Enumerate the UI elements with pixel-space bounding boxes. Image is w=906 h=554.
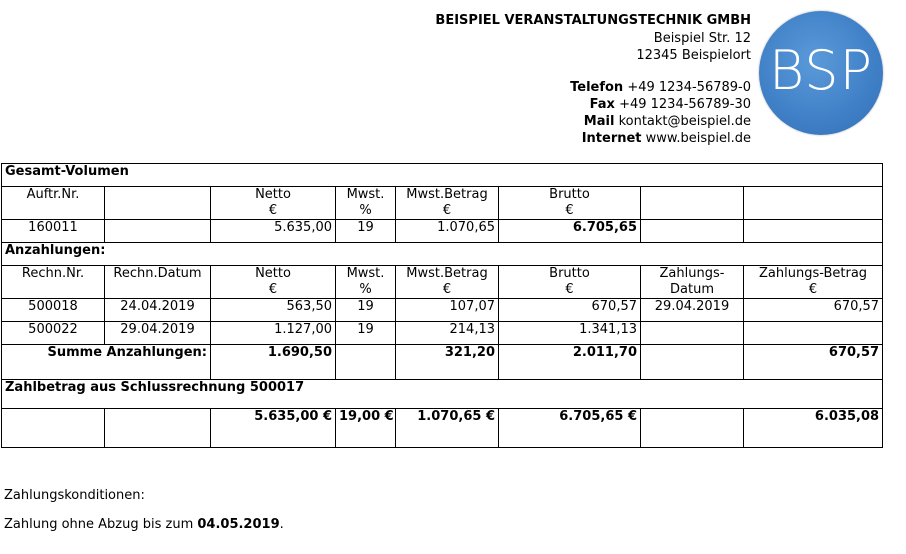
col-gross-label: Brutto — [549, 266, 590, 281]
mail-label: Mail — [583, 114, 615, 129]
net-cell: 563,50 — [211, 299, 336, 322]
table-row — [2, 322, 883, 345]
volume-data-row — [2, 220, 883, 243]
empty-cell — [744, 220, 883, 243]
col-vat-unit: % — [359, 282, 372, 297]
vat-cell: 19 — [336, 299, 396, 322]
col-pay-amount-unit: € — [808, 282, 818, 297]
empty-cell — [641, 187, 744, 220]
volume-header-row — [2, 187, 883, 220]
company-logo — [759, 11, 883, 135]
col-net-label: Netto — [255, 266, 291, 281]
col-vat-amount-unit: € — [442, 203, 452, 218]
vat-cell: 19 — [336, 322, 396, 345]
final-title-row — [2, 380, 883, 409]
col-vat-amount — [396, 187, 499, 220]
order-no-cell: 160011 — [2, 220, 105, 243]
phone-label: Telefon — [570, 80, 624, 95]
company-city: 12345 Beispielort — [636, 48, 751, 63]
invoice-date-cell: 29.04.2019 — [105, 322, 211, 345]
volume-title: Gesamt-Volumen — [2, 164, 883, 187]
col-order-no: Auftr.Nr. — [2, 187, 105, 220]
col-gross-label: Brutto — [549, 187, 590, 202]
col-vat-label: Mwst. — [346, 266, 385, 281]
mail-value: kontakt@beispiel.de — [618, 114, 751, 129]
terms-suffix: . — [279, 517, 284, 532]
fax-label: Fax — [589, 97, 615, 112]
empty-cell — [641, 220, 744, 243]
final-gross-cell: 6.705,65 € — [499, 409, 641, 448]
vat-amount-cell: 1.070,65 — [396, 220, 499, 243]
final-net-cell: 5.635,00 € — [211, 409, 336, 448]
company-street: Beispiel Str. 12 — [653, 31, 751, 46]
sum-vat-amount-cell: 321,20 — [396, 345, 499, 380]
col-gross — [499, 187, 641, 220]
final-vat-amount-cell: 1.070,65 € — [396, 409, 499, 448]
col-pay-date — [641, 266, 744, 299]
empty-cell — [105, 220, 211, 243]
col-vat-label: Mwst. — [346, 187, 385, 202]
col-gross-unit: € — [565, 203, 574, 218]
col-net — [211, 187, 336, 220]
company-mail-line — [584, 113, 751, 130]
company-name: BEISPIEL VERANSTALTUNGSTECHNIK GMBH — [435, 13, 751, 28]
empty-cell — [744, 187, 883, 220]
logo-text: BSP — [768, 39, 874, 102]
vat-cell: 19 — [336, 220, 396, 243]
final-title: Zahlbetrag aus Schlussrechnung 500017 — [2, 380, 883, 409]
col-pay-date-label-2: Datum — [670, 282, 714, 297]
payments-title: Anzahlungen: — [2, 243, 883, 266]
pay-date-cell — [641, 322, 744, 345]
pay-amount-cell — [744, 322, 883, 345]
sum-label: Summe Anzahlungen: — [2, 345, 211, 380]
col-net — [211, 266, 336, 299]
company-web-line — [582, 130, 751, 147]
net-cell: 1.127,00 — [211, 322, 336, 345]
col-gross — [499, 266, 641, 299]
table-row — [2, 299, 883, 322]
final-vat-cell: 19,00 € — [336, 409, 396, 448]
phone-value: +49 1234-56789-0 — [627, 80, 751, 95]
web-label: Internet — [581, 131, 642, 146]
col-pay-amount-label: Zahlungs-Betrag — [759, 266, 868, 281]
terms-date: 04.05.2019 — [197, 517, 280, 532]
col-invoice-no: Rechn.Nr. — [2, 266, 105, 299]
col-vat — [336, 187, 396, 220]
sum-gross-cell: 2.011,70 — [499, 345, 641, 380]
final-total-row — [2, 409, 883, 448]
col-pay-amount — [744, 266, 883, 299]
col-net-unit: € — [268, 282, 278, 297]
col-net-label: Netto — [255, 187, 291, 202]
payments-sum-row — [2, 345, 883, 380]
invoice-date-cell: 24.04.2019 — [105, 299, 211, 322]
empty-cell — [2, 409, 105, 448]
payments-header-row — [2, 266, 883, 299]
col-vat-amount-unit: € — [442, 282, 452, 297]
empty-cell — [641, 409, 744, 448]
vat-amount-cell: 214,13 — [396, 322, 499, 345]
final-pay-amount-cell: 6.035,08 — [744, 409, 883, 448]
web-value: www.beispiel.de — [645, 131, 751, 146]
pay-amount-cell: 670,57 — [744, 299, 883, 322]
company-fax-line — [590, 96, 751, 113]
col-invoice-date: Rechn.Datum — [105, 266, 211, 299]
payment-conditions-label: Zahlungskonditionen: — [4, 488, 145, 503]
gross-cell: 6.705,65 — [499, 220, 641, 243]
vat-amount-cell: 107,07 — [396, 299, 499, 322]
empty-cell — [105, 187, 211, 220]
col-gross-unit: € — [565, 282, 574, 297]
company-phone-line — [570, 79, 751, 96]
gross-cell: 670,57 — [499, 299, 641, 322]
sum-pay-amount-cell: 670,57 — [744, 345, 883, 380]
net-cell: 5.635,00 — [211, 220, 336, 243]
fax-value: +49 1234-56789-30 — [619, 97, 751, 112]
col-vat-unit: % — [359, 203, 372, 218]
invoice-table — [1, 163, 883, 448]
pay-date-cell: 29.04.2019 — [641, 299, 744, 322]
payment-terms — [4, 517, 284, 532]
payments-section-row — [2, 243, 883, 266]
empty-cell — [105, 409, 211, 448]
col-vat-amount — [396, 266, 499, 299]
col-vat-amount-label: Mwst.Betrag — [406, 187, 488, 202]
empty-cell — [641, 345, 744, 380]
invoice-no-cell: 500022 — [2, 322, 105, 345]
col-net-unit: € — [268, 203, 278, 218]
sum-net-cell: 1.690,50 — [211, 345, 336, 380]
gross-cell: 1.341,13 — [499, 322, 641, 345]
terms-prefix: Zahlung ohne Abzug bis zum — [4, 517, 198, 532]
col-vat-amount-label: Mwst.Betrag — [406, 266, 488, 281]
col-vat — [336, 266, 396, 299]
invoice-no-cell: 500018 — [2, 299, 105, 322]
col-pay-date-label-1: Zahlungs- — [659, 266, 725, 281]
empty-cell — [336, 345, 396, 380]
volume-section-row — [2, 164, 883, 187]
